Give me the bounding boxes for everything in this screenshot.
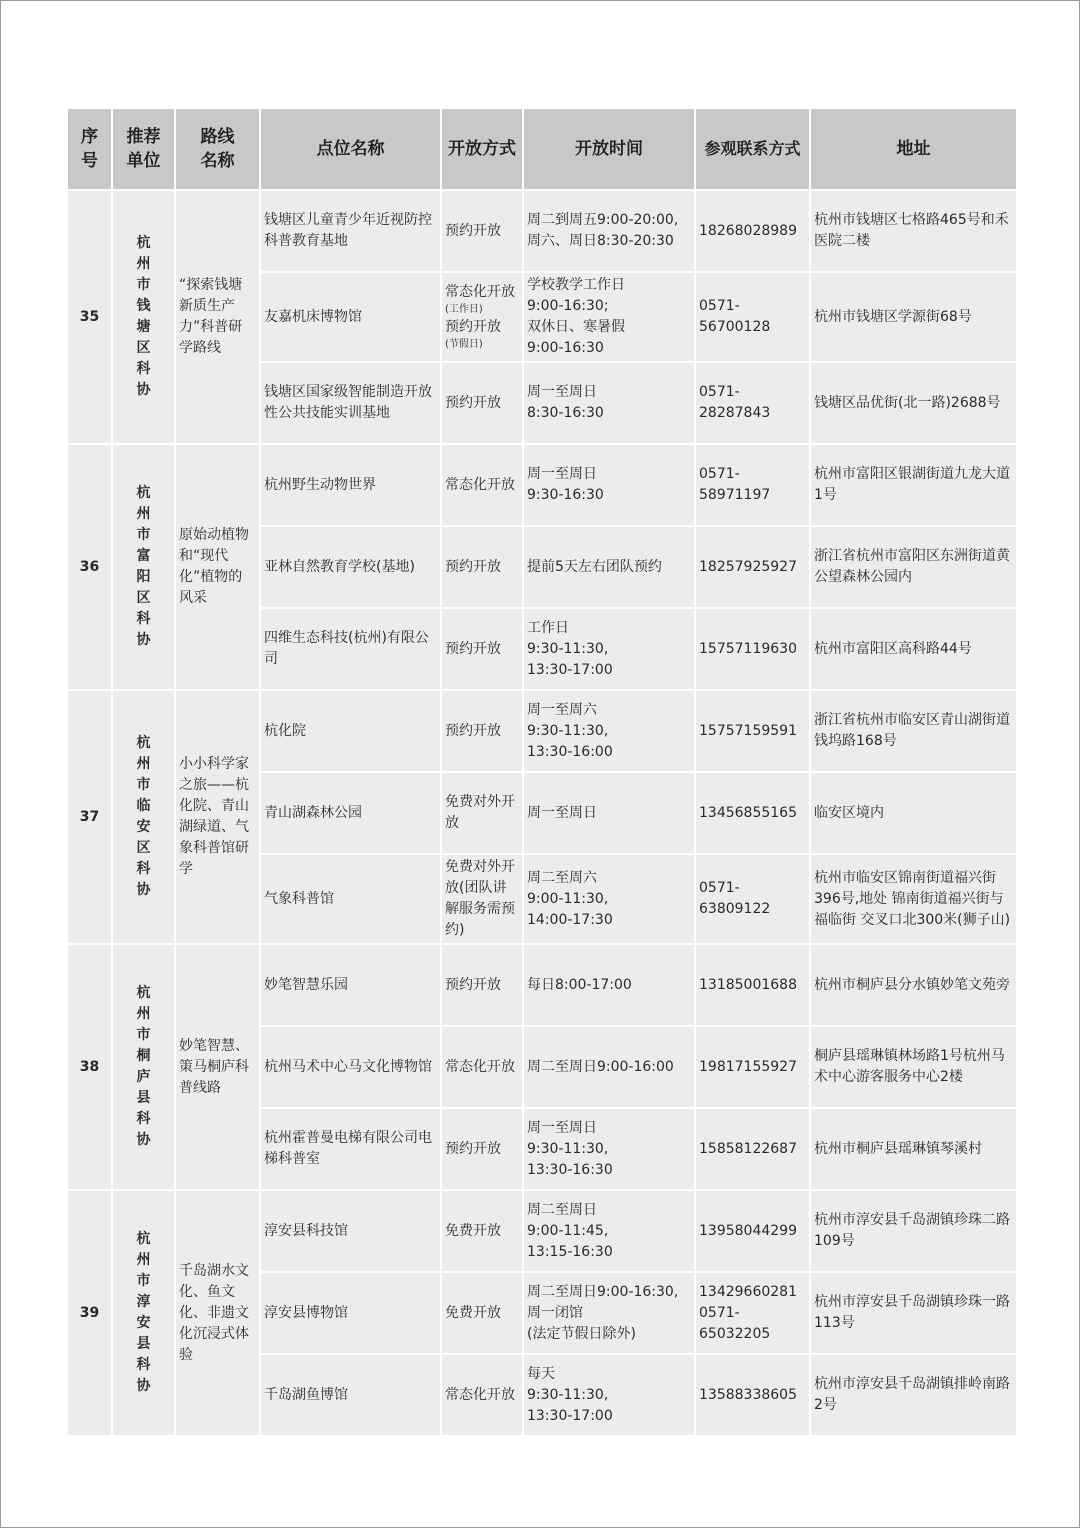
- route-name: 原始动植物和“现代化”植物的风采: [175, 444, 260, 690]
- open-mode: [441, 1108, 523, 1190]
- open-mode: [441, 190, 523, 272]
- header-route: 路线名称: [175, 108, 260, 190]
- site-name: 亚林自然教育学校(基地): [260, 526, 441, 608]
- open-mode: [441, 444, 523, 526]
- contact-phone: 18257925927: [695, 526, 810, 608]
- recommending-unit: [112, 1190, 175, 1436]
- open-mode-text: 常态化开放: [445, 284, 515, 300]
- site-name: 青山湖森林公园: [260, 772, 441, 854]
- site-name: 钱塘区儿童青少年近视防控科普教育基地: [260, 190, 441, 272]
- route-name: 小小科学家之旅——杭化院、青山湖绿道、气象科普馆研学: [175, 690, 260, 944]
- header-site: 点位名称: [260, 108, 441, 190]
- site-name: 淳安县科技馆: [260, 1190, 441, 1272]
- open-time: 周一至周日 9:30-16:30: [523, 444, 695, 526]
- open-mode: [441, 944, 523, 1026]
- open-time: 每日8:00-17:00: [523, 944, 695, 1026]
- address: 浙江省杭州市富阳区东洲街道黄公望森林公园内: [810, 526, 1017, 608]
- contact-phone: 13429660281 0571-65032205: [695, 1272, 810, 1354]
- address: 浙江省杭州市临安区青山湖街道钱坞路168号: [810, 690, 1017, 772]
- contact-phone: 13958044299: [695, 1190, 810, 1272]
- address: 钱塘区品优街(北一路)2688号: [810, 362, 1017, 444]
- site-name: 杭州马术中心马文化博物馆: [260, 1026, 441, 1108]
- open-time: 周一至周日 9:30-11:30, 13:30-16:30: [523, 1108, 695, 1190]
- group-number: 36: [67, 444, 112, 690]
- contact-phone: 15757159591: [695, 690, 810, 772]
- site-name: 友嘉机床博物馆: [260, 272, 441, 362]
- address: 杭州市钱塘区七格路465号和禾医院二楼: [810, 190, 1017, 272]
- unit-text: 杭州市临安区科协: [136, 735, 151, 898]
- open-time: 周二至周六 9:00-11:30, 14:00-17:30: [523, 854, 695, 944]
- open-mode-text: 免费对外开放: [445, 794, 515, 831]
- header-row: [67, 108, 1017, 190]
- unit-text: 杭州市淳安县科协: [136, 1231, 151, 1394]
- open-time: 提前5天左右团队预约: [523, 526, 695, 608]
- open-mode-text: 常态化开放: [445, 1058, 515, 1075]
- open-mode-note-2: (节假日): [445, 339, 483, 350]
- address: 杭州市富阳区高科路44号: [810, 608, 1017, 690]
- open-time: 每天 9:30-11:30, 13:30-17:00: [523, 1354, 695, 1436]
- group-number: 38: [67, 944, 112, 1190]
- open-mode: [441, 1026, 523, 1108]
- recommending-unit: [112, 444, 175, 690]
- contact-phone: 15757119630: [695, 608, 810, 690]
- schedule-table: [66, 107, 1018, 1437]
- table-row: [67, 444, 1017, 526]
- site-name: 气象科普馆: [260, 854, 441, 944]
- site-name: 杭州野生动物世界: [260, 444, 441, 526]
- open-mode-text: 预约开放: [445, 640, 501, 657]
- open-mode-note: (工作日): [445, 304, 483, 315]
- address: 桐庐县瑶琳镇林场路1号杭州马术中心游客服务中心2楼: [810, 1026, 1017, 1108]
- contact-phone: 18268028989: [695, 190, 810, 272]
- address: 杭州市淳安县千岛湖镇排岭南路2号: [810, 1354, 1017, 1436]
- open-mode: [441, 1190, 523, 1272]
- open-mode: [441, 272, 523, 362]
- contact-phone: 13456855165: [695, 772, 810, 854]
- recommending-unit: [112, 944, 175, 1190]
- table-row: [67, 944, 1017, 1026]
- group-number: 39: [67, 1190, 112, 1436]
- address: 杭州市桐庐县分水镇妙笔文苑旁: [810, 944, 1017, 1026]
- header-num: 序号: [67, 108, 112, 190]
- header-address: 地址: [810, 108, 1017, 190]
- address: 杭州市桐庐县瑶琳镇琴溪村: [810, 1108, 1017, 1190]
- table-body: [67, 190, 1017, 1436]
- address: 杭州市钱塘区学源街68号: [810, 272, 1017, 362]
- header-time: 开放时间: [523, 108, 695, 190]
- open-mode-text: 免费开放: [445, 1304, 501, 1321]
- open-mode-text: 免费对外开放(团队讲解服务需预约): [445, 859, 515, 938]
- contact-phone: 0571-63809122: [695, 854, 810, 944]
- route-name: 妙笔智慧、策马桐庐科普线路: [175, 944, 260, 1190]
- open-mode-text-2: 预约开放: [445, 319, 501, 335]
- open-mode: [441, 1354, 523, 1436]
- open-mode-text: 预约开放: [445, 394, 501, 411]
- recommending-unit: [112, 690, 175, 944]
- site-name: 杭化院: [260, 690, 441, 772]
- group-number: 35: [67, 190, 112, 444]
- address: 杭州市淳安县千岛湖镇珍珠一路113号: [810, 1272, 1017, 1354]
- header-unit: 推荐单位: [112, 108, 175, 190]
- site-name: 钱塘区国家级智能制造开放性公共技能实训基地: [260, 362, 441, 444]
- open-time: 学校教学工作日 9:00-16:30; 双休日、寒暑假 9:00-16:30: [523, 272, 695, 362]
- group-number: 37: [67, 690, 112, 944]
- header-mode: 开放方式: [441, 108, 523, 190]
- table-row: [67, 190, 1017, 272]
- unit-text: 杭州市富阳区科协: [136, 485, 151, 648]
- open-time: 周二到周五9:00-20:00, 周六、周日8:30-20:30: [523, 190, 695, 272]
- recommending-unit: [112, 190, 175, 444]
- site-name: 四维生态科技(杭州)有限公司: [260, 608, 441, 690]
- address: 杭州市富阳区银湖街道九龙大道1号: [810, 444, 1017, 526]
- open-mode-text: 预约开放: [445, 558, 501, 575]
- route-name: “探索钱塘新质生产力”科普研学路线: [175, 190, 260, 444]
- open-mode: [441, 690, 523, 772]
- contact-phone: 13185001688: [695, 944, 810, 1026]
- open-mode-text: 预约开放: [445, 1140, 501, 1157]
- address: 临安区境内: [810, 772, 1017, 854]
- open-mode-text: 免费开放: [445, 1222, 501, 1239]
- site-name: 杭州霍普曼电梯有限公司电梯科普室: [260, 1108, 441, 1190]
- contact-phone: 15858122687: [695, 1108, 810, 1190]
- open-mode-text: 常态化开放: [445, 1386, 515, 1403]
- open-mode: [441, 854, 523, 944]
- open-mode: [441, 526, 523, 608]
- open-mode: [441, 362, 523, 444]
- contact-phone: 0571-58971197: [695, 444, 810, 526]
- unit-text: 杭州市桐庐县科协: [136, 985, 151, 1148]
- contact-phone: 13588338605: [695, 1354, 810, 1436]
- site-name: 千岛湖鱼博馆: [260, 1354, 441, 1436]
- site-name: 妙笔智慧乐园: [260, 944, 441, 1026]
- address: 杭州市临安区锦南街道福兴街396号,地处 锦南街道福兴街与福临街 交叉口北300米(狮子山): [810, 854, 1017, 944]
- contact-phone: 0571-56700128: [695, 272, 810, 362]
- open-mode-text: 预约开放: [445, 722, 501, 739]
- open-time: 周二至周日 9:00-11:45, 13:15-16:30: [523, 1190, 695, 1272]
- header-contact: 参观联系方式: [695, 108, 810, 190]
- open-mode-text: 预约开放: [445, 222, 501, 239]
- open-time: 周一至周六 9:30-11:30, 13:30-16:00: [523, 690, 695, 772]
- site-name: 淳安县博物馆: [260, 1272, 441, 1354]
- open-mode: [441, 1272, 523, 1354]
- open-time: 周一至周日: [523, 772, 695, 854]
- unit-text: 杭州市钱塘区科协: [136, 235, 151, 398]
- contact-phone: 0571-28287843: [695, 362, 810, 444]
- open-mode: [441, 608, 523, 690]
- open-mode: [441, 772, 523, 854]
- contact-phone: 19817155927: [695, 1026, 810, 1108]
- open-mode-text: 预约开放: [445, 976, 501, 993]
- open-time: 周二至周日9:00-16:30, 周一闭馆 (法定节假日除外): [523, 1272, 695, 1354]
- open-time: 周一至周日 8:30-16:30: [523, 362, 695, 444]
- open-time: 工作日 9:30-11:30, 13:30-17:00: [523, 608, 695, 690]
- open-mode-text: 常态化开放: [445, 476, 515, 493]
- table-row: [67, 690, 1017, 772]
- address: 杭州市淳安县千岛湖镇珍珠二路109号: [810, 1190, 1017, 1272]
- table-row: [67, 1190, 1017, 1272]
- route-name: 千岛湖水文化、鱼文化、非遗文化沉浸式体验: [175, 1190, 260, 1436]
- open-time: 周二至周日9:00-16:00: [523, 1026, 695, 1108]
